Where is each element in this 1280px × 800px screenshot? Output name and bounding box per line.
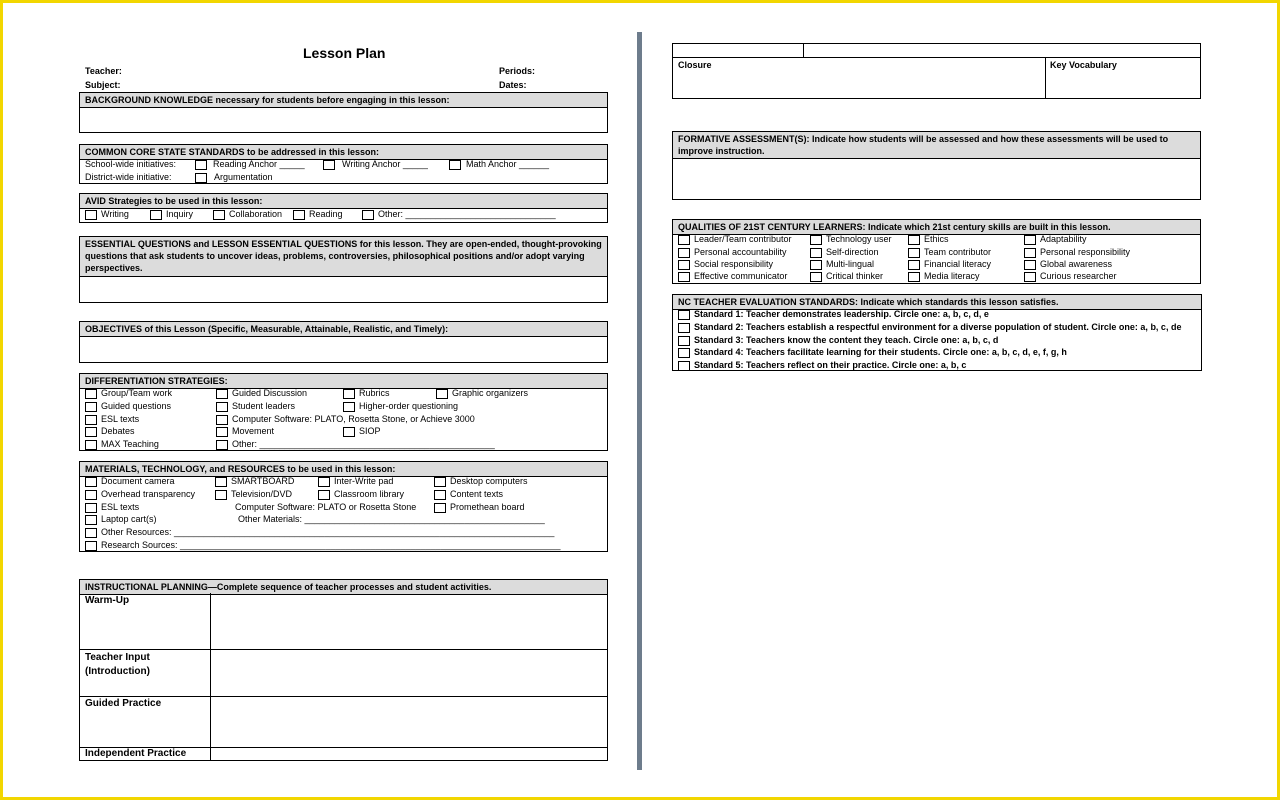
diff-checkbox[interactable]	[216, 440, 228, 450]
nc-standard-item: Standard 3: Teachers know the content they teach. Circle one: a, b, c, d	[694, 335, 999, 345]
quality-item: Adaptability	[1040, 234, 1087, 244]
mat-checkbox[interactable]	[85, 490, 97, 500]
quality-checkbox[interactable]	[678, 260, 690, 270]
mat-item: Computer Software: PLATO or Rosetta Stone	[235, 502, 417, 512]
warmup-label: Warm-Up	[85, 595, 130, 606]
background-section	[79, 92, 608, 133]
quality-checkbox[interactable]	[678, 248, 690, 258]
mat-checkbox[interactable]	[318, 490, 330, 500]
nc-heading: NC TEACHER EVALUATION STANDARDS: Indicate which standards this lesson satisfies.	[673, 295, 1201, 310]
nc-standard-item: Standard 5: Teachers reflect on their practice. Circle one: a, b, c	[694, 360, 967, 370]
diff-checkbox[interactable]	[216, 389, 228, 399]
avid-reading-checkbox[interactable]	[293, 210, 305, 220]
page-title: Lesson Plan	[303, 45, 386, 61]
quality-item: Personal responsibility	[1040, 247, 1131, 257]
avid-other-label: Other: ______________________________	[378, 209, 556, 219]
guided-practice-label: Guided Practice	[85, 698, 162, 709]
avid-collaboration-label: Collaboration	[229, 209, 283, 219]
diff-item: Computer Software: PLATO, Rosetta Stone, or Achieve 3000	[232, 414, 475, 424]
mat-item: SMARTBOARD	[231, 476, 295, 486]
quality-item: Personal accountability	[694, 247, 787, 257]
writing-anchor: Writing Anchor _____	[342, 159, 428, 169]
quality-item: Leader/Team contributor	[694, 234, 792, 244]
quality-checkbox[interactable]	[1024, 235, 1036, 245]
schoolwide-checkbox[interactable]	[195, 160, 207, 170]
mat-item: Content texts	[450, 489, 504, 499]
quality-item: Critical thinker	[826, 271, 884, 281]
nc-checkbox[interactable]	[678, 336, 690, 346]
diff-checkbox[interactable]	[216, 402, 228, 412]
diff-checkbox[interactable]	[216, 415, 228, 425]
page-divider	[637, 32, 642, 770]
quality-item: Team contributor	[924, 247, 992, 257]
quality-checkbox[interactable]	[908, 248, 920, 258]
quality-checkbox[interactable]	[810, 260, 822, 270]
quality-checkbox[interactable]	[678, 235, 690, 245]
mat-checkbox[interactable]	[434, 503, 446, 513]
background-heading: BACKGROUND KNOWLEDGE necessary for students before engaging in this lesson:	[80, 93, 607, 108]
quality-checkbox[interactable]	[1024, 260, 1036, 270]
diff-item: Student leaders	[232, 401, 296, 411]
avid-inquiry-label: Inquiry	[166, 209, 194, 219]
periods-label: Periods:	[499, 66, 536, 76]
diff-checkbox[interactable]	[85, 415, 97, 425]
objectives-section	[79, 321, 608, 363]
quality-item: Financial literacy	[924, 259, 992, 269]
nc-checkbox[interactable]	[678, 323, 690, 333]
quality-checkbox[interactable]	[1024, 248, 1036, 258]
independent-practice-label: Independent Practice	[85, 748, 187, 759]
quality-checkbox[interactable]	[810, 272, 822, 282]
quality-item: Curious researcher	[1040, 271, 1117, 281]
diff-item: Higher-order questioning	[359, 401, 459, 411]
teacher-input-label: Teacher Input (Introduction)	[85, 652, 150, 677]
closure-section	[672, 43, 1201, 99]
quality-item: Media literacy	[924, 271, 980, 281]
nc-checkbox[interactable]	[678, 348, 690, 358]
nc-standard-item: Standard 2: Teachers establish a respectful environment for a diverse population of student. Circle one: a, b, c, de	[694, 322, 1182, 332]
mat-checkbox[interactable]	[85, 503, 97, 513]
quality-item: Global awareness	[1040, 259, 1113, 269]
diff-item: Group/Team work	[101, 388, 173, 398]
avid-heading: AVID Strategies to be used in this lesson:	[80, 194, 607, 209]
qualities-section	[672, 219, 1201, 284]
diff-checkbox[interactable]	[85, 427, 97, 437]
diff-checkbox[interactable]	[85, 389, 97, 399]
formative-heading: FORMATIVE ASSESSMENT(S): Indicate how students will be assessed and how these assessments will be used to improve instruction.	[673, 132, 1200, 159]
mat-checkbox[interactable]	[85, 477, 97, 487]
ccss-section	[79, 144, 608, 184]
nc-checkbox[interactable]	[678, 361, 690, 371]
materials-heading: MATERIALS, TECHNOLOGY, and RESOURCES to be used in this lesson:	[80, 462, 607, 477]
quality-item: Technology user	[826, 234, 892, 244]
reading-anchor: Reading Anchor _____	[213, 159, 305, 169]
diff-item: Other: _______________________________________________	[232, 439, 495, 449]
dates-label: Dates:	[499, 80, 527, 90]
mat-checkbox[interactable]	[318, 477, 330, 487]
quality-checkbox[interactable]	[908, 235, 920, 245]
diff-checkbox[interactable]	[85, 440, 97, 450]
diff-checkbox[interactable]	[85, 402, 97, 412]
quality-checkbox[interactable]	[908, 272, 920, 282]
diff-item: Graphic organizers	[452, 388, 529, 398]
mat-item: Classroom library	[334, 489, 405, 499]
math-anchor: Math Anchor ______	[466, 159, 550, 169]
nc-standard-item: Standard 1: Teacher demonstrates leadership. Circle one: a, b, c, d, e	[694, 309, 989, 319]
diff-checkbox[interactable]	[343, 427, 355, 437]
avid-writing-label: Writing	[101, 209, 129, 219]
quality-item: Ethics	[924, 234, 949, 244]
mat-checkbox[interactable]	[434, 490, 446, 500]
key-vocab-label: Key Vocabulary	[1050, 60, 1117, 70]
subject-label: Subject:	[85, 80, 121, 90]
writing-anchor-checkbox[interactable]	[323, 160, 335, 170]
nc-standard-item: Standard 4: Teachers facilitate learning for their students. Circle one: a, b, c, d, e, f, g, h	[694, 347, 1067, 357]
diff-checkbox[interactable]	[436, 389, 448, 399]
quality-checkbox[interactable]	[810, 235, 822, 245]
mat-checkbox[interactable]	[85, 541, 97, 551]
mat-item: Desktop computers	[450, 476, 528, 486]
materials-section	[79, 461, 608, 552]
mat-item: Other Materials: ________________________________________________	[238, 514, 545, 524]
quality-item: Effective communicator	[694, 271, 788, 281]
district-checkbox[interactable]	[195, 173, 207, 183]
quality-checkbox[interactable]	[810, 248, 822, 258]
diff-item: Movement	[232, 426, 275, 436]
avid-section	[79, 193, 608, 223]
mat-item: Document camera	[101, 476, 175, 486]
objectives-heading: OBJECTIVES of this Lesson (Specific, Measurable, Attainable, Realistic, and Timely):	[80, 322, 607, 337]
qualities-heading: QUALITIES OF 21ST CENTURY LEARNERS: Indicate which 21st century skills are built in this lesson.	[673, 220, 1200, 235]
mat-item: Overhead transparency	[101, 489, 196, 499]
diff-item: Guided Discussion	[232, 388, 308, 398]
mat-checkbox[interactable]	[85, 515, 97, 525]
argumentation-label: Argumentation	[214, 172, 273, 182]
avid-collaboration-checkbox[interactable]	[213, 210, 225, 220]
diff-item: Guided questions	[101, 401, 172, 411]
quality-item: Self-direction	[826, 247, 879, 257]
mat-item: Inter-Write pad	[334, 476, 394, 486]
schoolwide-label: School-wide initiatives:	[85, 159, 177, 169]
mat-checkbox[interactable]	[215, 477, 227, 487]
instructional-heading: INSTRUCTIONAL PLANNING—Complete sequence of teacher processes and student activities.	[80, 580, 607, 595]
nc-checkbox[interactable]	[678, 310, 690, 320]
differentiation-section	[79, 373, 608, 451]
mat-item: Promethean board	[450, 502, 525, 512]
mat-item: Laptop cart(s)	[101, 514, 157, 524]
diff-checkbox[interactable]	[343, 389, 355, 399]
quality-checkbox[interactable]	[908, 260, 920, 270]
quality-checkbox[interactable]	[678, 272, 690, 282]
avid-inquiry-checkbox[interactable]	[150, 210, 162, 220]
mat-item: Other Resources: ____________________________________________________________________________	[101, 527, 555, 537]
quality-item: Social responsibility	[694, 259, 774, 269]
mat-checkbox[interactable]	[85, 528, 97, 538]
diff-checkbox[interactable]	[216, 427, 228, 437]
mat-item: Research Sources: ____________________________________________________________________________	[101, 540, 561, 550]
mat-item: ESL texts	[101, 502, 140, 512]
closure-label: Closure	[678, 60, 712, 70]
mat-item: Television/DVD	[231, 489, 293, 499]
quality-checkbox[interactable]	[1024, 272, 1036, 282]
mat-checkbox[interactable]	[215, 490, 227, 500]
essential-heading: ESSENTIAL QUESTIONS and LESSON ESSENTIAL QUESTIONS for this lesson. They are open-ended, thought-provoking questions that ask students to uncover ideas, problems, controversies, philosophical positions and/or adopt varying perspectives.	[80, 237, 607, 277]
essential-section	[79, 236, 608, 303]
nc-standards-section	[672, 294, 1202, 371]
diff-item: Rubrics	[359, 388, 390, 398]
avid-writing-checkbox[interactable]	[85, 210, 97, 220]
ccss-heading: COMMON CORE STATE STANDARDS to be addressed in this lesson:	[80, 145, 607, 160]
diff-checkbox[interactable]	[343, 402, 355, 412]
teacher-label: Teacher:	[85, 66, 122, 76]
avid-other-checkbox[interactable]	[362, 210, 374, 220]
avid-reading-label: Reading	[309, 209, 343, 219]
quality-item: Multi-lingual	[826, 259, 875, 269]
formative-section	[672, 131, 1201, 200]
math-anchor-checkbox[interactable]	[449, 160, 461, 170]
diff-item: Debates	[101, 426, 135, 436]
diff-item: ESL texts	[101, 414, 140, 424]
instructional-section	[79, 579, 608, 761]
diff-item: MAX Teaching	[101, 439, 159, 449]
differentiation-heading: DIFFERENTIATION STRATEGIES:	[80, 374, 607, 389]
district-label: District-wide initiative:	[85, 172, 172, 182]
mat-checkbox[interactable]	[434, 477, 446, 487]
diff-item: SIOP	[359, 426, 381, 436]
